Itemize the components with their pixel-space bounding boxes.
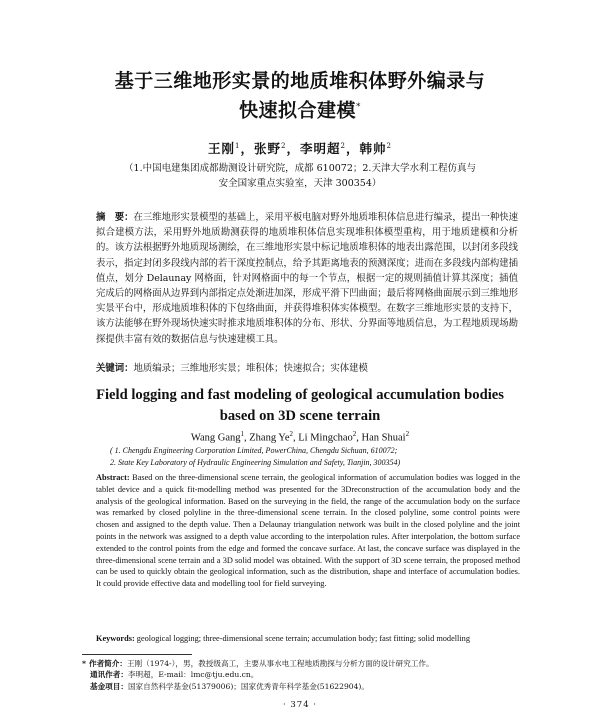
author-name: 张野 [254,141,282,156]
footnote-divider [82,654,192,655]
author-name: 王刚 [208,141,236,156]
title-footnote-mark: * [356,102,361,112]
chinese-authors [0,139,600,157]
chinese-abstract-label: 摘 要： [96,212,134,223]
chinese-keywords-label: 关键词： [96,363,134,374]
author-affil-sup: 2 [289,430,294,438]
chinese-title-line1: 基于三维地形实景的地质堆积体野外编录与 [114,70,486,92]
author-affil-sup: 2 [281,141,287,150]
author-separator: , [293,432,299,444]
english-title-line2: based on 3D scene terrain [219,408,381,424]
footnote-corresponding-author [82,669,522,680]
english-keywords-label: Keywords: [96,634,135,643]
chinese-abstract [96,210,518,347]
author-name: Li Mingchao [298,432,353,444]
footnote-fund-label: 基金项目： [90,681,128,691]
author-affil-sup: 1 [235,141,241,150]
footnote-fund-text: 国家自然科学基金(51379006)；国家优秀青年科学基金(51622904)。 [127,681,369,691]
author-affil-sup: 2 [405,430,410,438]
english-keywords [96,633,520,644]
author-separator: , [244,432,250,444]
author-affil-sup: 2 [352,430,357,438]
footnotes [82,658,522,692]
chinese-affiliation-line2: 安全国家重点实验室，天津 300354） [218,178,382,189]
chinese-title-line2-text: 快速拟合建模 [238,99,356,122]
chinese-keywords-text: 地质编录；三维地形实景；堆积体；快速拟合；实体建模 [133,363,368,374]
author-affil-sup: 2 [340,141,346,150]
english-title-line1: Field logging and fast modeling of geological accumulation bodies [96,387,504,403]
author-separator: ， [240,141,254,156]
author-separator: ， [345,141,360,156]
chinese-keywords [96,362,518,376]
author-separator: , [356,432,362,444]
footnote-contact-text: 李明超，E-mail：lmc@tju.edu.cn。 [127,670,259,680]
english-abstract-label: Abstract: [96,473,130,482]
english-authors [0,430,600,444]
english-abstract-text: Based on the three-dimensional scene terrain, the geological information of accumulation bodies was logged in the tablet device and a quick fit-modelling method was presented for the 3Dreconstruction of the accumulation body and the analysis of the geological information. Based on the surveying in the field, the range of the accumulation body on the surface was remarked by closed polyline in the three-dimensional scene terrain. In the closed polyline, some control points were chosen and assigned to the depth value. Then a Delaunay triangulation network was built in the closed polyline and the joint points in the network was assigned to a depth value according to the interpolation rules. After interpolation, the bottom surface extended to the control points from the edge and formed the concave surface. At last, the concave surface was displayed in the three-dimensional scene terrain and a 3D solid model was obtained. With the support of 3D scene terrain, the proposed method can be used to quickly obtain the geological information, such as the distribution, shape and interface of accumulation bodies. It could provide effective data and modelling tool for field surveying. [96,473,520,589]
author-affil-sup: 2 [386,141,392,150]
author-name: Wang Gang [190,432,241,444]
footnote-contact-label: 通讯作者： [90,670,128,680]
author-name: Han Shuai [361,432,406,444]
page-number: · 374 · [282,700,318,710]
footnote-author-bio [82,658,522,669]
footnote-funding [82,681,522,692]
author-name: Zhang Ye [249,432,290,444]
author-affil-sup: 1 [240,430,244,438]
author-name: 韩帅 [359,141,387,156]
footnote-mark: * [82,659,86,668]
footnote-bio-label: 作者简介： [88,659,127,668]
chinese-affiliation-line1: （1.中国电建集团成都勘测设计研究院，成都 610072；2.天津大学水利工程仿真与 [124,163,476,174]
english-affiliation-line2: 2. State Key Laboratory of Hydraulic Engineering Simulation and Safety, Tianjin, 300354) [110,458,401,467]
english-abstract [96,472,520,590]
author-name: 李明超 [300,141,341,156]
footnote-bio-text: 王刚（1974-），男，教授级高工，主要从事水电工程地质勘探与分析方面的设计研究工作。 [126,659,434,668]
chinese-title-line2 [60,95,540,123]
english-keywords-text: geological logging; three-dimensional scene terrain; accumulation body; fast fitting; solid modelling [134,634,470,643]
author-separator: ， [286,141,300,156]
english-affiliation-line1: ( 1. Chengdu Engineering Corporation Limited, PowerChina, Chengdu Sichuan, 610072; [110,446,398,455]
chinese-abstract-text: 在三维地形实景模型的基础上，采用平板电脑对野外地质堆积体信息进行编录，提出一种快速拟合建模方法，采用野外地质勘测获得的地质堆积体信息实现堆积体模型重构，用于地质建模和分析的。该方法根据野外地质现场测绘，在三维地形实景中标记地质堆积体的地表出露范围，以封闭多段线表示，指定封闭多段线内部的若干深度控制点，给予其距离地表的预测深度；进而在多段线内部构建插值点，划分 Delaunay 网格面，针对网格面中的每一个节点，根据一定的规则插值计算其深度；插值完成后的网格面从边界到内部指定点处渐进加深，形成平滑下凹曲面；最后将网格曲面展示到三维地形实景平台中，形成地质堆积体的下包络曲面，并获得堆积体实体模型。在数字三维地形实景的支持下，该方法能够在野外现场快速实时推求地质堆积体的分布、形状、分界面等地质信息，为工程地质现场勘探提供丰富有效的数据信息与快速建模工具。 [96,212,518,345]
